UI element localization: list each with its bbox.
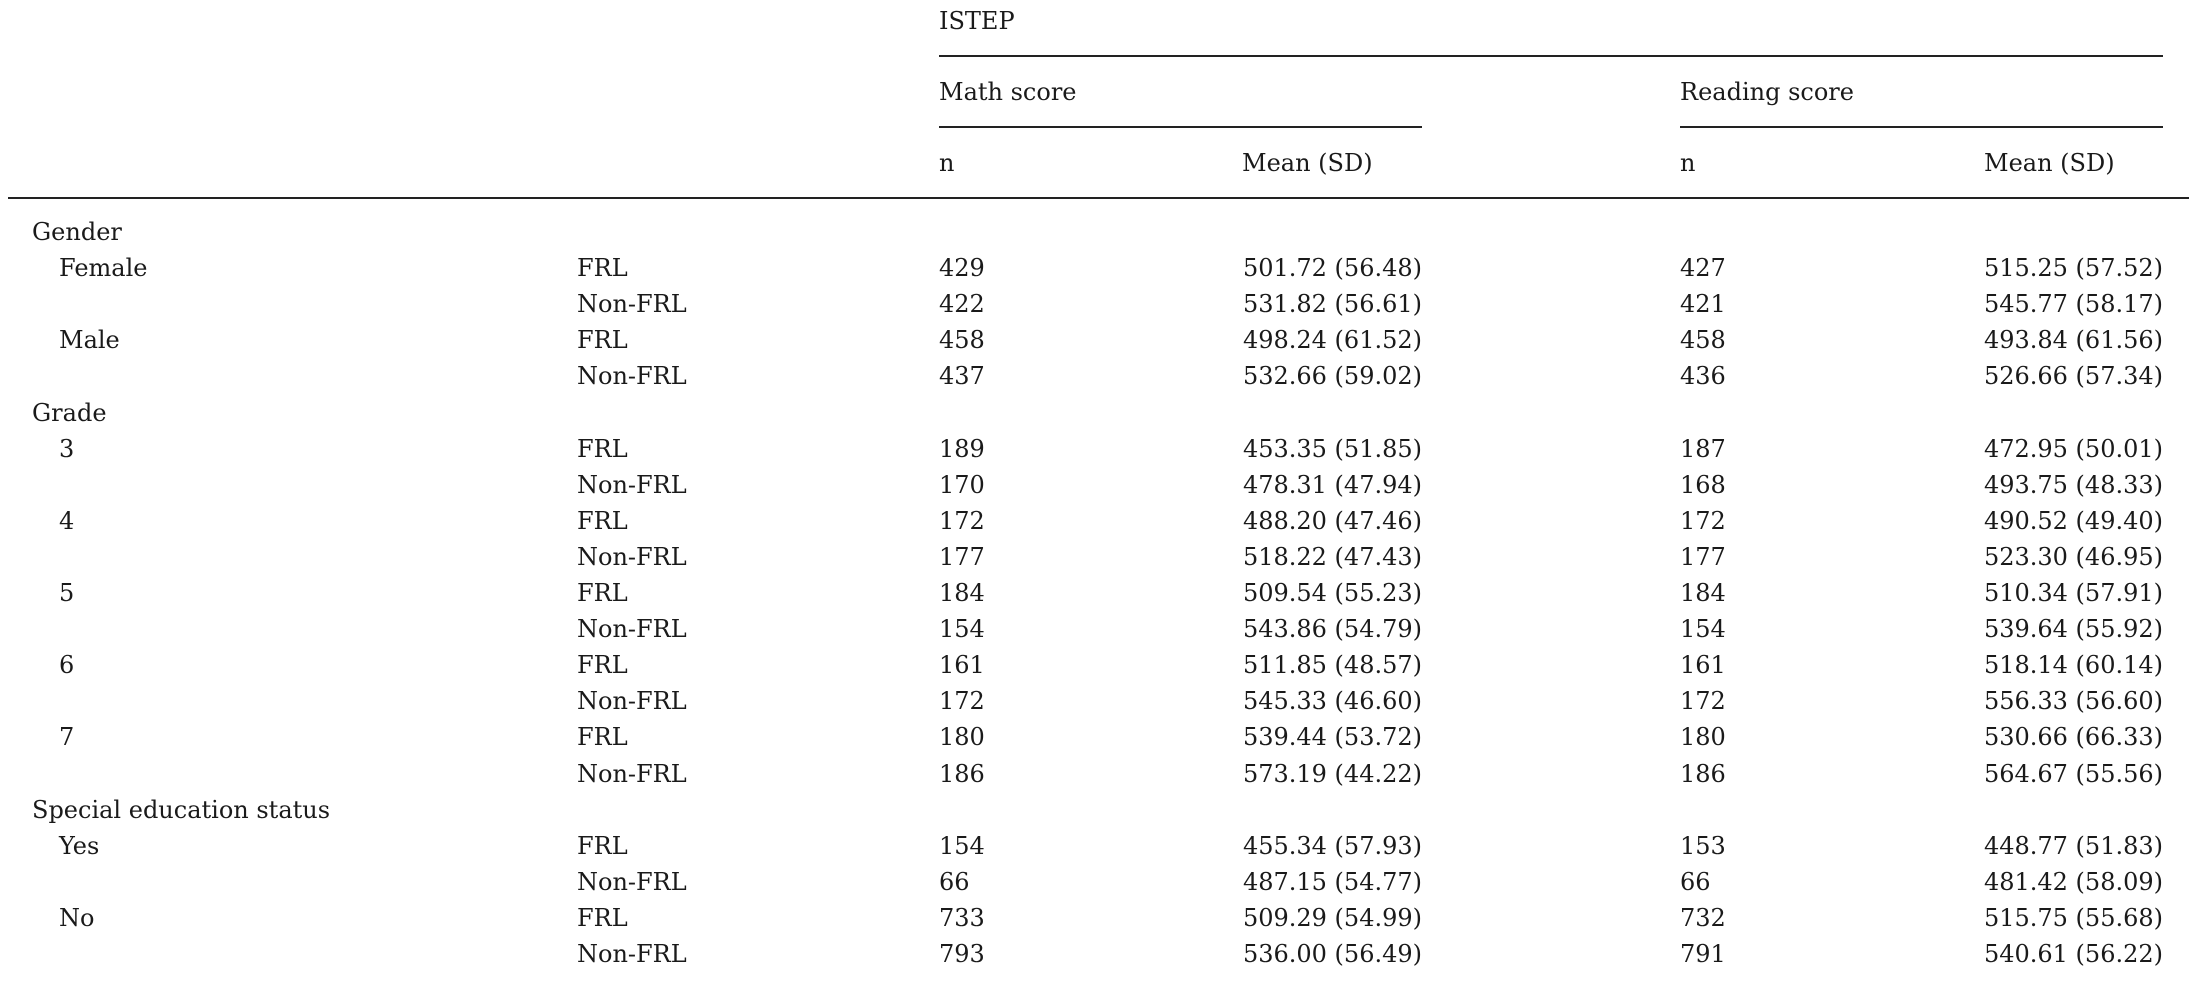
row-reading-n: 186 <box>1680 760 1726 788</box>
row-reading-n: 427 <box>1680 254 1726 282</box>
header-rule-math <box>939 126 1422 128</box>
row-subcategory: No <box>59 904 95 932</box>
row-frl-status: Non-FRL <box>577 615 687 643</box>
row-reading-mean-sd: 545.77 (58.17) <box>1983 290 2163 318</box>
row-math-n: 161 <box>939 651 985 679</box>
header-rule-reading <box>1680 126 2163 128</box>
row-math-mean-sd: 545.33 (46.60) <box>1242 687 1422 715</box>
row-frl-status: FRL <box>577 579 628 607</box>
row-reading-mean-sd: 515.25 (57.52) <box>1983 254 2163 282</box>
row-reading-mean-sd: 481.42 (58.09) <box>1983 868 2163 896</box>
header-istep: ISTEP <box>939 7 1015 35</box>
row-math-n: 172 <box>939 687 985 715</box>
row-math-n: 458 <box>939 326 985 354</box>
row-frl-status: Non-FRL <box>577 868 687 896</box>
row-reading-mean-sd: 515.75 (55.68) <box>1983 904 2163 932</box>
row-math-mean-sd: 543.86 (54.79) <box>1242 615 1422 643</box>
row-reading-n: 732 <box>1680 904 1726 932</box>
row-math-mean-sd: 509.29 (54.99) <box>1242 904 1422 932</box>
row-frl-status: FRL <box>577 651 628 679</box>
row-frl-status: FRL <box>577 904 628 932</box>
row-reading-mean-sd: 523.30 (46.95) <box>1983 543 2163 571</box>
row-reading-mean-sd: 556.33 (56.60) <box>1983 687 2163 715</box>
row-frl-status: Non-FRL <box>577 290 687 318</box>
row-reading-mean-sd: 564.67 (55.56) <box>1983 760 2163 788</box>
row-math-mean-sd: 478.31 (47.94) <box>1242 471 1422 499</box>
row-math-n: 66 <box>939 868 970 896</box>
row-reading-n: 184 <box>1680 579 1726 607</box>
row-math-mean-sd: 501.72 (56.48) <box>1242 254 1422 282</box>
row-reading-n: 458 <box>1680 326 1726 354</box>
row-frl-status: FRL <box>577 326 628 354</box>
row-math-n: 733 <box>939 904 985 932</box>
row-math-mean-sd: 532.66 (59.02) <box>1242 362 1422 390</box>
row-subcategory: 3 <box>59 435 75 463</box>
row-frl-status: Non-FRL <box>577 760 687 788</box>
row-math-n: 793 <box>939 940 985 968</box>
row-reading-mean-sd: 540.61 (56.22) <box>1983 940 2163 968</box>
row-frl-status: FRL <box>577 507 628 535</box>
row-reading-n: 177 <box>1680 543 1726 571</box>
row-reading-mean-sd: 526.66 (57.34) <box>1983 362 2163 390</box>
row-reading-mean-sd: 472.95 (50.01) <box>1983 435 2163 463</box>
row-math-n: 437 <box>939 362 985 390</box>
row-category: Gender <box>32 218 122 246</box>
row-math-mean-sd: 509.54 (55.23) <box>1242 579 1422 607</box>
row-math-mean-sd: 518.22 (47.43) <box>1242 543 1422 571</box>
row-frl-status: FRL <box>577 832 628 860</box>
row-subcategory: 5 <box>59 579 75 607</box>
row-reading-mean-sd: 493.84 (61.56) <box>1983 326 2163 354</box>
header-rule-istep <box>939 55 2163 57</box>
row-reading-n: 180 <box>1680 723 1726 751</box>
row-math-n: 422 <box>939 290 985 318</box>
header-math-score: Math score <box>939 78 1077 106</box>
header-math-n: n <box>939 149 955 177</box>
row-math-mean-sd: 531.82 (56.61) <box>1242 290 1422 318</box>
row-reading-n: 172 <box>1680 507 1726 535</box>
row-math-mean-sd: 498.24 (61.52) <box>1242 326 1422 354</box>
row-reading-mean-sd: 448.77 (51.83) <box>1983 832 2163 860</box>
row-frl-status: FRL <box>577 254 628 282</box>
row-math-mean-sd: 453.35 (51.85) <box>1242 435 1422 463</box>
row-math-n: 177 <box>939 543 985 571</box>
row-reading-n: 153 <box>1680 832 1726 860</box>
row-subcategory: Female <box>59 254 148 282</box>
row-math-mean-sd: 536.00 (56.49) <box>1242 940 1422 968</box>
row-frl-status: FRL <box>577 435 628 463</box>
row-frl-status: FRL <box>577 723 628 751</box>
header-bottom-rule <box>8 197 2189 199</box>
row-math-n: 172 <box>939 507 985 535</box>
row-frl-status: Non-FRL <box>577 471 687 499</box>
row-category: Special education status <box>32 796 331 824</box>
row-reading-n: 161 <box>1680 651 1726 679</box>
row-reading-mean-sd: 518.14 (60.14) <box>1983 651 2163 679</box>
row-subcategory: 6 <box>59 651 75 679</box>
row-frl-status: Non-FRL <box>577 362 687 390</box>
row-math-n: 170 <box>939 471 985 499</box>
row-math-n: 154 <box>939 615 985 643</box>
row-category: Grade <box>32 399 107 427</box>
row-frl-status: Non-FRL <box>577 687 687 715</box>
header-reading-mean-sd: Mean (SD) <box>1984 149 2115 177</box>
row-math-n: 180 <box>939 723 985 751</box>
row-reading-n: 168 <box>1680 471 1726 499</box>
row-subcategory: Yes <box>59 832 100 860</box>
row-math-mean-sd: 539.44 (53.72) <box>1242 723 1422 751</box>
row-reading-n: 187 <box>1680 435 1726 463</box>
row-math-n: 154 <box>939 832 985 860</box>
row-reading-mean-sd: 530.66 (66.33) <box>1983 723 2163 751</box>
header-reading-n: n <box>1680 149 1696 177</box>
row-reading-n: 66 <box>1680 868 1711 896</box>
row-reading-mean-sd: 493.75 (48.33) <box>1983 471 2163 499</box>
row-reading-n: 172 <box>1680 687 1726 715</box>
row-reading-mean-sd: 490.52 (49.40) <box>1983 507 2163 535</box>
header-reading-score: Reading score <box>1680 78 1854 106</box>
row-subcategory: 4 <box>59 507 75 535</box>
row-math-mean-sd: 511.85 (48.57) <box>1242 651 1422 679</box>
row-math-mean-sd: 488.20 (47.46) <box>1242 507 1422 535</box>
row-math-n: 186 <box>939 760 985 788</box>
row-math-mean-sd: 455.34 (57.93) <box>1242 832 1422 860</box>
row-subcategory: 7 <box>59 723 75 751</box>
row-reading-n: 791 <box>1680 940 1726 968</box>
header-math-mean-sd: Mean (SD) <box>1242 149 1373 177</box>
row-frl-status: Non-FRL <box>577 940 687 968</box>
row-math-mean-sd: 487.15 (54.77) <box>1242 868 1422 896</box>
row-reading-n: 436 <box>1680 362 1726 390</box>
row-reading-mean-sd: 510.34 (57.91) <box>1983 579 2163 607</box>
row-reading-mean-sd: 539.64 (55.92) <box>1983 615 2163 643</box>
row-reading-n: 421 <box>1680 290 1726 318</box>
row-math-n: 429 <box>939 254 985 282</box>
row-subcategory: Male <box>59 326 120 354</box>
row-math-n: 189 <box>939 435 985 463</box>
row-frl-status: Non-FRL <box>577 543 687 571</box>
row-math-mean-sd: 573.19 (44.22) <box>1242 760 1422 788</box>
row-reading-n: 154 <box>1680 615 1726 643</box>
row-math-n: 184 <box>939 579 985 607</box>
